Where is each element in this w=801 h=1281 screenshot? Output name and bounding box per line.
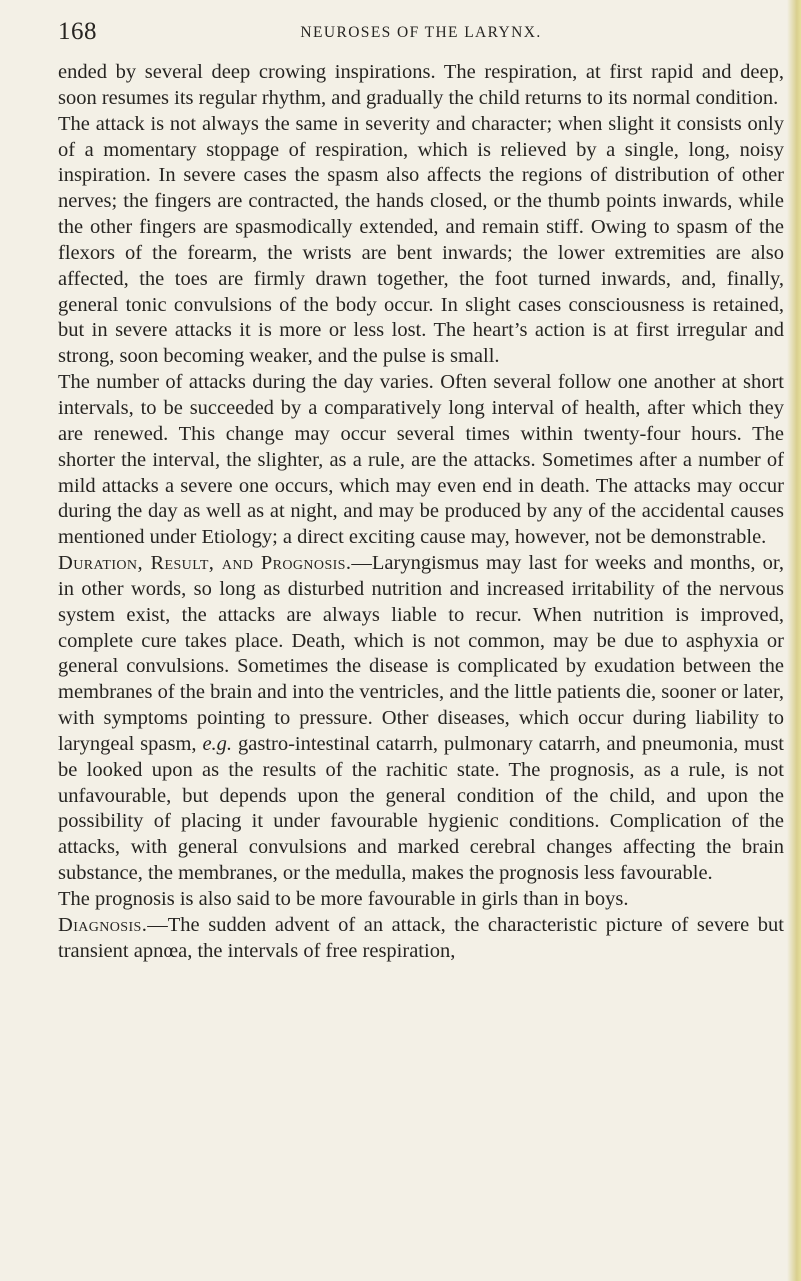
prognosis-eg: e.g. (202, 732, 233, 755)
section-heading-diagnosis: Diagnosis. (58, 913, 148, 936)
paragraph-attack-end: ended by several deep crowing inspirations. The respiration, at first rapid and deep, soon resumes its regular rhythm, and gradually the child returns to its normal condition. (58, 61, 784, 109)
paragraph-attack-severity: The attack is not always the same in severity and character; when slight it consists only of a momentary stoppage of respiration, which is relieved by a single, long, noisy inspiration. In severe cases the spasm also affects the regions of distribution of other nerves; the fingers are contracted, the hands closed, or the thumb points inwards, while the other fingers are spasmodically extended, and remain stiff. Owing to spasm of the flexors of the forearm, the wrists are bent inwards; the lower extremities are also affected, the toes are firmly drawn together, the foot turned inwards, and, finally, general tonic convulsions of the body occur. In slight cases consciousness is retained, but in severe attacks it is more or less lost. The heart’s action is at first irregular and strong, soon becoming weaker, and the pulse is small. (58, 112, 784, 368)
paragraph-diagnosis (58, 913, 784, 965)
running-title: NEUROSES OF THE LARYNX. (300, 24, 542, 41)
diagnosis-text: —The sudden advent of an attack, the characteristic picture of severe but transient apnœa, the intervals of free respiration, (58, 913, 784, 962)
paragraph-attack-frequency: The number of attacks during the day varies. Often several follow one another at short intervals, to be succeeded by a comparatively long interval of health, after which they are renewed. This change may occur several times within twenty-four hours. The shorter the interval, the slighter, as a rule, are the attacks. Sometimes after a number of mild attacks a severe one occurs, which may even end in death. The attacks may occur during the day as well as at night, and may be produced by any of the accidental causes mentioned under Etiology; a direct exciting cause may, however, not be demonstrable. (58, 371, 784, 549)
paragraph-prognosis (58, 551, 784, 887)
prognosis-text-continued: gastro-intestinal catarrh, pulmonary catarrh, and pneumonia, must be looked upon as the results of the rachitic state. The prognosis, as a rule, is not unfavourable, but depends upon the general condition of the child, and upon the possibility of placing it under favourable hygienic conditions. Complication of the attacks, with general convulsions and marked cerebral changes affecting the brain substance, the membranes, or the medulla, makes the prognosis less favourable. (58, 732, 785, 885)
prognosis-text: —Laryngismus may last for weeks and months, or, in other words, so long as disturbed nutrition and increased irritability of the nervous system exist, the attacks are always liable to recur. When nutrition is improved, complete cure takes place. Death, which is not common, may be due to asphyxia or general convulsions. Sometimes the disease is complicated by exudation between the membranes of the brain and into the ventricles, and the little patients die, sooner or later, with symptoms pointing to pressure. Other diseases, which occur during liability to laryngeal spasm, (58, 552, 784, 755)
section-heading-prognosis: Duration, Result, and Prognosis. (58, 552, 352, 575)
page-number: 168 (58, 18, 97, 45)
page-edge (787, 0, 801, 1281)
body-text (58, 60, 784, 965)
running-head (58, 18, 784, 50)
paragraph-prognosis-sex: The prognosis is also said to be more favourable in girls than in boys. (58, 888, 629, 910)
